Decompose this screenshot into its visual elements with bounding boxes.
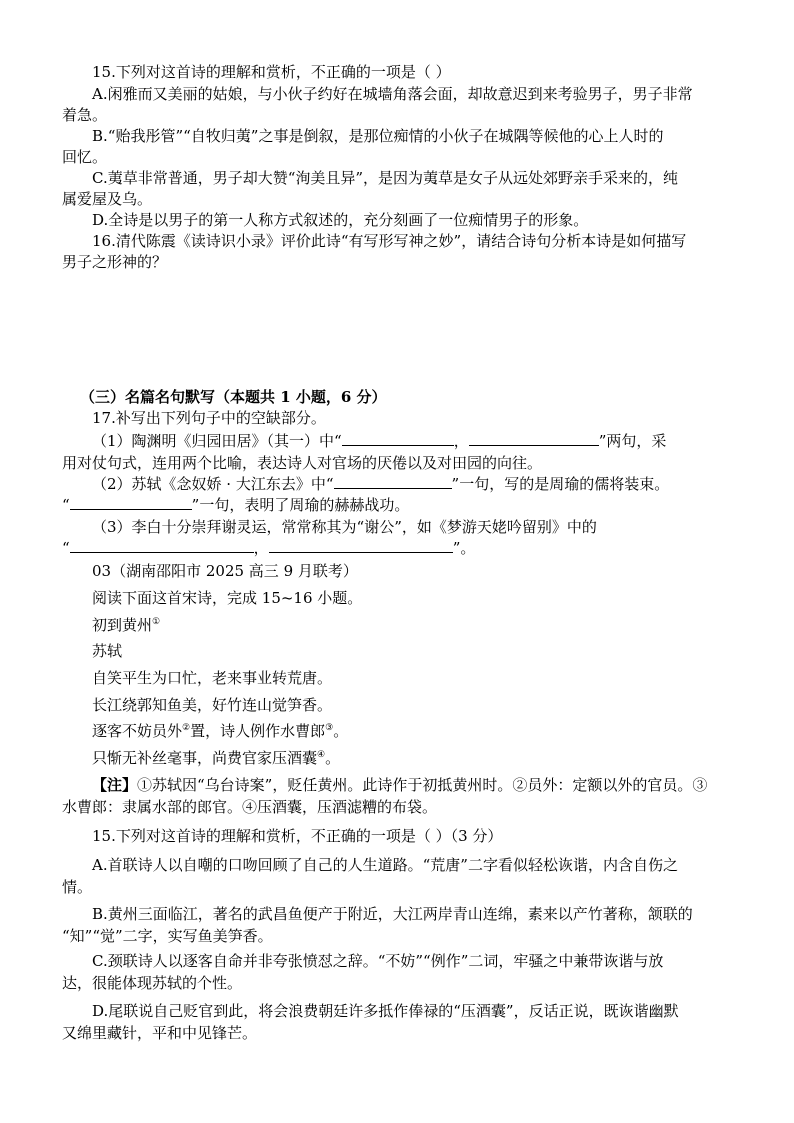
q15b-option-a: A.首联诗人以自嘲的口吻回顾了自己的人生道路。“荒唐”二字看似轻松诙谐，内含自伤之 (92, 856, 678, 874)
poem-title-text: 初到黄州 (92, 616, 153, 634)
instruction: 阅读下面这首宋诗，完成 15~16 小题。 (92, 589, 363, 607)
footnote-marker: ④ (317, 750, 326, 760)
footnote-marker: ② (182, 723, 191, 733)
item1-text-end: ”两句，采 (598, 432, 667, 450)
q15-stem: 15.下列对这首诗的理解和赏析，不正确的一项是（ ） (92, 63, 451, 81)
item2-text: （2）苏轼《念奴娇 · 大江东去》中“ (92, 475, 334, 493)
q15-option-b: B.“贻我彤管”“自牧归荑”之事是倒叙，是那位痴情的小伙子在城隅等候他的心上人时的 (92, 127, 664, 145)
footnote-marker: ① (152, 617, 161, 627)
answer-blank[interactable] (70, 495, 192, 510)
q15b-option-d: D.尾联说自己贬官到此，将会浪费朝廷许多抵作俸禄的“压酒囊”，反话正说，既诙谐幽默 (92, 1002, 679, 1020)
note-line-1 (92, 775, 707, 795)
item1-text: （1）陶渊明《归园田居》（其一）中“ (92, 432, 342, 450)
q17-item3-cont (62, 538, 475, 558)
q17-item3: （3）李白十分崇拜谢灵运，常常称其为“谢公”，如《梦游天姥吟留别》中的 (92, 518, 597, 536)
q15b-option-c: C.颈联诗人以逐客自命并非夸张愤怼之辞。“不妨”“例作”二词，牢骚之中兼带诙谐与放 (92, 952, 664, 970)
poem-line-4-b: 。 (325, 749, 341, 767)
q17-item1 (92, 431, 666, 451)
q15b-option-c-cont: 达，很能体现苏轼的个性。 (62, 974, 243, 992)
item3-close: ”。 (452, 539, 476, 557)
poem-line-4 (92, 748, 340, 768)
answer-blank[interactable] (334, 474, 452, 489)
poem-line-3-a: 逐客不妨员外 (92, 722, 183, 740)
poem-line-1: 自笑平生为口忙，老来事业转荒唐。 (92, 669, 333, 687)
answer-blank[interactable] (269, 538, 453, 553)
note-text: ①苏轼因“乌台诗案”，贬任黄州。此诗作于初抵黄州时。②员外：定额以外的官员。③ (137, 776, 708, 794)
q15-option-b-cont: 回忆。 (62, 148, 108, 166)
q17-item2-cont (62, 495, 409, 515)
item3-comma: ， (253, 539, 269, 557)
poem-line-3-b: 置，诗人例作水曹郎 (190, 722, 326, 740)
item3-open-quote: “ (62, 539, 70, 557)
q17-item1-cont: 用对仗句式，连用两个比喻，表达诗人对官场的厌倦以及对田园的向往。 (62, 454, 543, 472)
item2-cont-end: ”一句，表明了周瑜的赫赫战功。 (191, 496, 410, 514)
q16-stem-cont: 男子之形神的？ (62, 253, 168, 271)
q15-option-d: D.全诗是以男子的第一人称方式叙述的，充分刻画了一位痴情男子的形象。 (92, 211, 589, 229)
q15b-option-b: B.黄州三面临江，著名的武昌鱼便产于附近，大江两岸青山连绵，素来以产竹著称，颔联的 (92, 905, 693, 923)
answer-blank[interactable] (469, 431, 599, 446)
item2-open-quote: “ (62, 496, 70, 514)
source-line: 03（湖南邵阳市 2025 高三 9 月联考） (92, 562, 358, 580)
note-label: 【注】 (92, 776, 138, 794)
q15b-option-b-cont: “知”“觉”二字，实写鱼美笋香。 (62, 927, 273, 945)
q15-option-c: C.荑草非常普通，男子却大赞“洵美且异”，是因为荑草是女子从远处郊野亲手采来的，纯 (92, 169, 679, 187)
q15b-option-d-cont: 又绵里藏针，平和中见锋芒。 (62, 1024, 258, 1042)
q15b-stem: 15.下列对这首诗的理解和赏析，不正确的一项是（ ）（3 分） (92, 827, 503, 845)
item1-comma: ， (453, 432, 469, 450)
poem-line-3-c: 。 (333, 722, 349, 740)
footnote-marker: ③ (325, 723, 334, 733)
answer-blank[interactable] (342, 431, 454, 446)
note-line-2: 水曹郎：隶属水部的郎官。④压酒囊，压酒滤糟的布袋。 (62, 798, 438, 816)
q17-stem: 17.补写出下列句子中的空缺部分。 (92, 409, 326, 427)
q15-option-c-cont: 属爱屋及乌。 (62, 190, 153, 208)
poet-name: 苏轼 (92, 642, 123, 660)
answer-blank[interactable] (70, 538, 254, 553)
q15-option-a-cont: 着急。 (62, 106, 108, 124)
q15-option-a: A.闲雅而又美丽的姑娘，与小伙子约好在城墙角落会面，却故意迟到来考验男子，男子非常 (92, 85, 693, 103)
poem-title (92, 615, 160, 635)
section-heading: （三）名篇名句默写（本题共 1 小题，6 分） (80, 388, 387, 406)
item2-text-end: ”一句，写的是周瑜的儒将装束。 (451, 475, 670, 493)
q17-item2 (92, 474, 669, 494)
poem-line-3 (92, 721, 348, 741)
q16-stem: 16.清代陈震《读诗识小录》评价此诗“有写形写神之妙”，请结合诗句分析本诗是如何描写 (92, 232, 687, 250)
q15b-option-a-cont: 情。 (62, 878, 93, 896)
poem-line-4-a: 只惭无补丝毫事，尚费官家压酒囊 (92, 749, 318, 767)
poem-line-2: 长江绕郭知鱼美，好竹连山觉笋香。 (92, 696, 333, 714)
